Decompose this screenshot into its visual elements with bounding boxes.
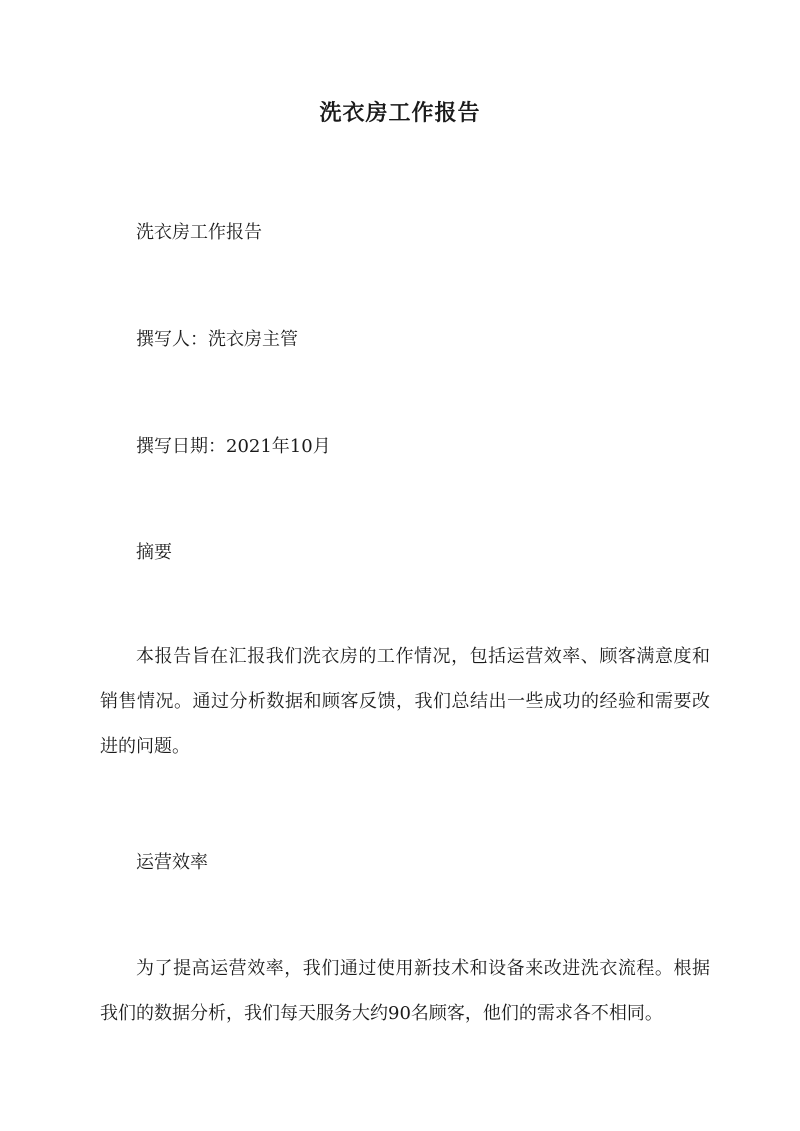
date-line: 撰写日期：2021年10月	[136, 436, 331, 457]
document-subtitle: 洗衣房工作报告	[136, 222, 262, 243]
efficiency-heading: 运营效率	[136, 852, 208, 873]
document-title: 洗衣房工作报告	[319, 100, 481, 126]
abstract-heading: 摘要	[136, 542, 172, 563]
efficiency-paragraph: 为了提高运营效率，我们通过使用新技术和设备来改进洗衣流程。根据我们的数据分析，我们每天服务大约90名顾客，他们的需求各不相同。	[100, 958, 710, 1024]
author-line: 撰写人：洗衣房主管	[136, 329, 298, 350]
abstract-paragraph: 本报告旨在汇报我们洗衣房的工作情况，包括运营效率、顾客满意度和销售情况。通过分析数据和顾客反馈，我们总结出一些成功的经验和需要改进的问题。	[100, 646, 710, 757]
